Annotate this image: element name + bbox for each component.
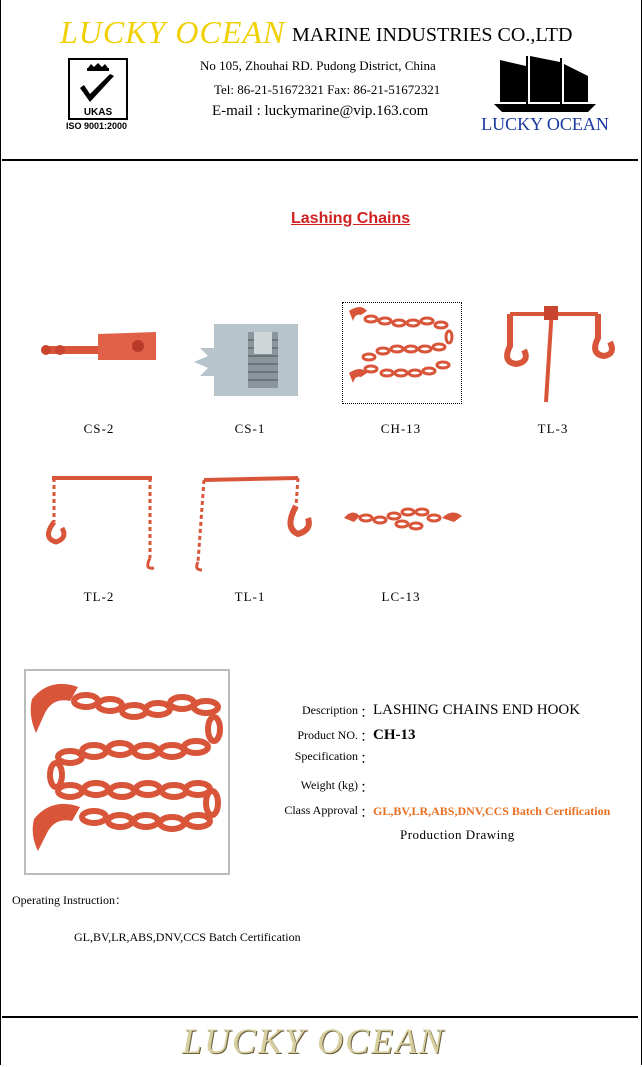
product-label-cs-2[interactable]: CS-2 bbox=[83, 421, 115, 436]
product-thumb-cs-1[interactable] bbox=[190, 302, 318, 406]
lever-tensioner-chain-alt-icon bbox=[190, 472, 318, 576]
footer-divider bbox=[2, 1016, 638, 1018]
product-label-tl-3[interactable]: TL-3 bbox=[537, 421, 569, 436]
description-label: Description bbox=[302, 703, 358, 717]
lashing-chain-end-hook-icon bbox=[343, 303, 461, 403]
iso-cert-label: ISO 9001:2000 bbox=[66, 121, 128, 131]
footer-logo: LUCKY OCEAN bbox=[182, 1021, 446, 1061]
brand-name: LUCKY OCEAN bbox=[60, 14, 286, 50]
ukas-cert-icon bbox=[68, 58, 128, 120]
product-thumb-tl-2[interactable] bbox=[38, 472, 166, 576]
section-title[interactable]: Lashing Chains bbox=[291, 210, 411, 227]
specification-label: Specification bbox=[294, 749, 358, 763]
logo-text: LUCKY OCEAN bbox=[481, 114, 609, 134]
lever-tensioner-chain-icon bbox=[38, 472, 166, 576]
class-approval-colon: ： bbox=[360, 805, 376, 821]
operating-instruction-label: Operating Instruction： bbox=[12, 893, 127, 907]
product-label-cs-1[interactable]: CS-1 bbox=[234, 421, 266, 436]
weight-label: Weight (kg) bbox=[300, 778, 358, 792]
lashing-chain-short-icon bbox=[342, 472, 470, 576]
product-photo bbox=[24, 669, 230, 875]
product-thumb-tl-1[interactable] bbox=[190, 472, 318, 576]
weight-colon: ： bbox=[360, 780, 376, 796]
product-thumb-cs-2[interactable] bbox=[38, 302, 166, 406]
turnbuckle-lever-icon bbox=[490, 302, 618, 406]
product-thumb-tl-3[interactable] bbox=[490, 302, 618, 406]
cargo-stopper-plate-icon bbox=[38, 302, 166, 406]
product-label-tl-1[interactable]: TL-1 bbox=[234, 589, 266, 604]
class-approval-label: Class Approval bbox=[284, 803, 358, 817]
company-name: MARINE INDUSTRIES CO.,LTD bbox=[292, 24, 573, 46]
description-colon: ： bbox=[360, 705, 376, 721]
product-thumb-lc-13[interactable] bbox=[342, 472, 470, 576]
ukas-text: UKAS bbox=[83, 107, 113, 118]
product-no-label: Product NO. bbox=[297, 728, 358, 742]
header-divider bbox=[2, 159, 638, 161]
specification-colon: ： bbox=[360, 751, 376, 767]
ship-logo-icon bbox=[481, 54, 609, 136]
product-label-lc-13[interactable]: LC-13 bbox=[381, 589, 421, 604]
lashing-chain-end-hook-icon bbox=[26, 671, 228, 873]
product-no-value: CH-13 bbox=[373, 727, 416, 743]
class-approval-value: GL,BV,LR,ABS,DNV,CCS Batch Certification bbox=[373, 804, 611, 818]
product-no-colon: ： bbox=[360, 729, 376, 745]
company-address: No 105, Zhouhai RD. Pudong District, China bbox=[200, 58, 436, 73]
description-value: LASHING CHAINS END HOOK bbox=[373, 702, 581, 718]
operating-instruction-text: GL,BV,LR,ABS,DNV,CCS Batch Certification bbox=[74, 930, 301, 944]
company-phone: Tel: 86-21-51672321 Fax: 86-21-51672321 bbox=[214, 82, 441, 97]
cargo-stopper-notched-icon bbox=[190, 302, 318, 406]
company-email[interactable]: E-mail : luckymarine@vip.163.com bbox=[212, 103, 429, 119]
production-drawing-link[interactable]: Production Drawing bbox=[400, 827, 515, 842]
product-thumb-ch-13[interactable] bbox=[342, 302, 462, 404]
product-label-ch-13[interactable]: CH-13 bbox=[380, 421, 422, 436]
product-label-tl-2[interactable]: TL-2 bbox=[83, 589, 115, 604]
